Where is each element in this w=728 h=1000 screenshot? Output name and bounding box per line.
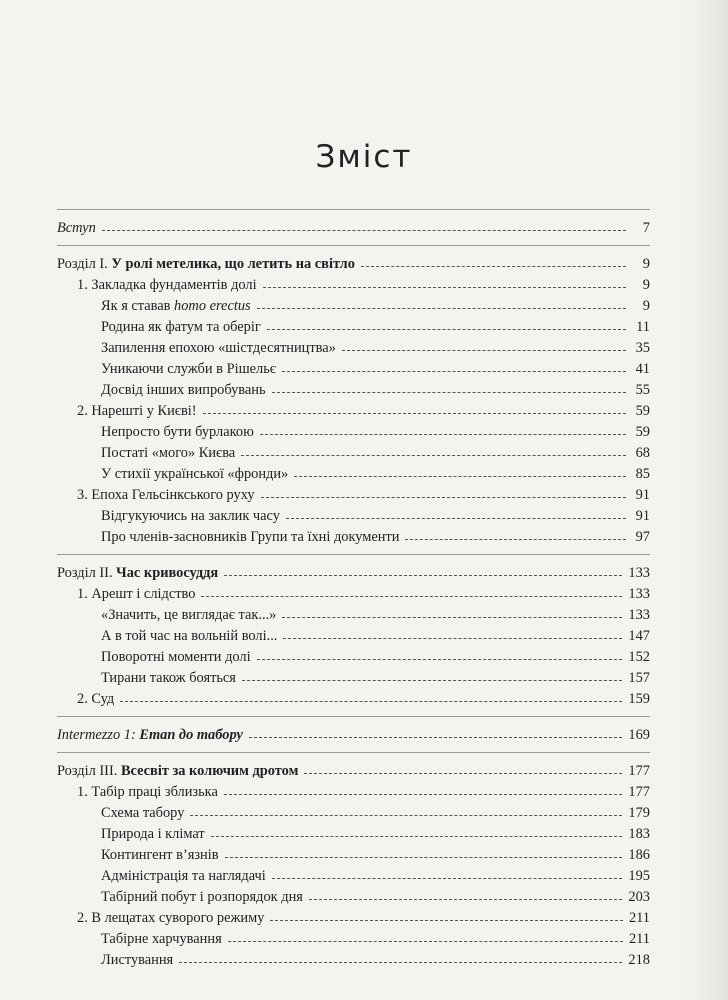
page-number: 152	[628, 649, 650, 665]
toc-subentry[interactable]	[57, 845, 650, 866]
toc-entry-title	[57, 563, 218, 584]
toc-entry-text: Контингент в’язнів	[101, 847, 219, 863]
toc-entry-text: Постаті «мого» Києва	[101, 445, 236, 461]
page-number: 55	[635, 382, 650, 398]
toc-entry-title	[101, 506, 280, 527]
toc-entry-text: 2. В лещатах суворого режиму	[77, 910, 265, 926]
page-number: 203	[628, 889, 650, 905]
page-number: 211	[628, 931, 650, 947]
page-number: 195	[628, 868, 650, 884]
divider-gap	[57, 555, 650, 563]
leader-dots	[282, 366, 626, 372]
toc-entry-title	[101, 359, 276, 380]
toc-entry-text: Уникаючи служби в Рішельє	[101, 361, 276, 377]
toc-entry-title	[57, 254, 355, 275]
toc-section-entry[interactable]	[57, 563, 650, 584]
toc-entry-text: Поворотні моменти долі	[101, 649, 251, 665]
toc-entry-text: Запилення епохою «шістдесятництва»	[101, 340, 336, 356]
toc-entry-title	[77, 689, 114, 710]
toc-chapter-entry[interactable]	[57, 782, 650, 803]
page-number: 133	[628, 565, 650, 581]
leader-dots	[257, 654, 623, 660]
toc-entry-prefix: Розділ III.	[57, 763, 121, 779]
toc-subentry[interactable]	[57, 338, 650, 359]
toc-entry-title	[77, 908, 264, 929]
toc-entry-text: А в той час на вольній волі...	[101, 628, 278, 644]
page-number: 177	[628, 784, 650, 800]
leader-dots	[260, 429, 626, 435]
leader-dots	[361, 261, 626, 267]
toc-subentry[interactable]	[57, 527, 650, 548]
page-number: 41	[635, 361, 650, 377]
page-number: 7	[642, 220, 650, 236]
toc-entry-title	[101, 824, 205, 845]
toc-entry-text: 2. Суд	[77, 691, 115, 707]
toc-section-entry[interactable]	[57, 254, 650, 275]
toc-entry-title	[101, 527, 399, 548]
leader-dots	[263, 282, 626, 288]
toc-subentry[interactable]	[57, 605, 650, 626]
leader-dots	[304, 768, 622, 774]
toc-subentry[interactable]	[57, 803, 650, 824]
page-number: 177	[628, 763, 650, 779]
page-number: 186	[628, 847, 650, 863]
toc-entry-title	[101, 380, 266, 401]
page-number: 68	[635, 445, 650, 461]
leader-dots	[270, 915, 623, 921]
toc-entry-prefix: Розділ II.	[57, 565, 117, 581]
toc-entry-prefix: Як я ставав	[101, 298, 175, 314]
page-number: 159	[628, 691, 650, 707]
toc-entry-text: У ролі метелика, що летить на світло	[111, 256, 355, 272]
toc-entry-text: Тирани також бояться	[101, 670, 236, 686]
toc-entry-text: Адміністрація та наглядачі	[101, 868, 266, 884]
toc-entry-text: 2. Нарешті у Києві!	[77, 403, 197, 419]
toc-subentry[interactable]	[57, 929, 650, 950]
toc-entry-text: Листування	[101, 952, 174, 968]
page-number: 147	[628, 628, 650, 644]
page-number: 183	[628, 826, 650, 842]
page-number: 179	[628, 805, 650, 821]
toc-entry-title	[101, 845, 219, 866]
leader-dots	[120, 696, 622, 702]
toc-subentry[interactable]	[57, 824, 650, 845]
page-number: 9	[642, 298, 650, 314]
toc-entry-title	[101, 605, 276, 626]
toc-subentry[interactable]	[57, 317, 650, 338]
leader-dots	[102, 225, 626, 231]
toc-entry-text: Родина як фатум та оберіг	[101, 319, 261, 335]
page-number: 35	[635, 340, 650, 356]
toc-entry-title	[101, 422, 254, 443]
toc-entry-text: Всесвіт за колючим дротом	[120, 763, 299, 779]
leader-dots	[272, 873, 623, 879]
toc-entry-text: 1. Табір праці зблизька	[77, 784, 218, 800]
page-number: 9	[642, 277, 650, 293]
leader-dots	[228, 936, 623, 942]
toc-subentry[interactable]	[57, 422, 650, 443]
leader-dots	[179, 957, 622, 963]
toc-subentry[interactable]	[57, 506, 650, 527]
toc-subentry[interactable]	[57, 443, 650, 464]
toc-entry-title	[77, 584, 195, 605]
toc-entry-title	[101, 338, 336, 359]
toc-entry-title	[101, 296, 251, 317]
leader-dots	[283, 633, 622, 639]
toc-entry-title	[101, 647, 251, 668]
page-number: 211	[628, 910, 650, 926]
toc-entry-title	[77, 275, 257, 296]
leader-dots	[286, 513, 626, 519]
toc-chapter-entry[interactable]	[57, 401, 650, 422]
toc-entry-title	[57, 725, 243, 746]
toc-entry-title	[101, 626, 277, 647]
toc-entry-title	[77, 485, 255, 506]
page-number: 59	[635, 403, 650, 419]
leader-dots	[224, 570, 622, 576]
leader-dots	[203, 408, 626, 414]
toc-entry-title	[101, 950, 173, 971]
toc-entry-title	[57, 218, 96, 239]
toc-subentry[interactable]	[57, 380, 650, 401]
toc-entry-title	[77, 401, 197, 422]
leader-dots	[267, 324, 626, 330]
toc-entry-title	[101, 803, 184, 824]
page-number: 97	[635, 529, 650, 545]
toc-chapter-entry[interactable]	[57, 485, 650, 506]
leader-dots	[225, 852, 623, 858]
toc-subentry[interactable]	[57, 626, 650, 647]
toc-entry-title	[101, 443, 235, 464]
toc-chapter-entry[interactable]	[57, 584, 650, 605]
toc-entry-title	[57, 761, 298, 782]
toc-entry-text: 1. Арешт і слідство	[77, 586, 196, 602]
toc-entry-text: Табірний побут і розпорядок дня	[101, 889, 303, 905]
toc-entry-title	[101, 866, 266, 887]
toc-entry-text: Відгукуючись на заклик часу	[101, 508, 280, 524]
toc-section-entry[interactable]	[57, 218, 650, 239]
page-number: 85	[635, 466, 650, 482]
toc-entry-text: Досвід інших випробувань	[101, 382, 266, 398]
leader-dots	[282, 612, 622, 618]
toc-entry-text: Час кривосуддя	[116, 565, 219, 581]
leader-dots	[241, 450, 626, 456]
leader-dots	[242, 675, 622, 681]
toc-subentry[interactable]	[57, 464, 650, 485]
toc-chapter-entry[interactable]	[57, 689, 650, 710]
toc-entry-text: Етап до табору	[139, 727, 243, 743]
toc-entry-title	[101, 887, 303, 908]
toc-entry-text: Вступ	[57, 220, 96, 236]
toc-entry-title	[101, 929, 222, 950]
page-number: 157	[628, 670, 650, 686]
page-number: 169	[628, 727, 650, 743]
toc-entry-text: Непросто бути бурлакою	[101, 424, 254, 440]
toc-chapter-entry[interactable]	[57, 275, 650, 296]
page-number: 9	[642, 256, 650, 272]
toc-entry-title	[101, 668, 236, 689]
divider-gap	[57, 717, 650, 725]
toc-entry-prefix: Intermezzo 1:	[57, 727, 140, 743]
leader-dots	[261, 492, 626, 498]
page-number: 11	[636, 319, 650, 335]
table-of-contents	[57, 209, 650, 971]
page-number: 133	[628, 586, 650, 602]
toc-section-entry[interactable]	[57, 761, 650, 782]
leader-dots	[201, 591, 622, 597]
leader-dots	[342, 345, 626, 351]
page-number: 91	[635, 487, 650, 503]
divider-gap	[57, 246, 650, 254]
toc-section-entry[interactable]	[57, 725, 650, 746]
toc-entry-title	[77, 782, 218, 803]
toc-subentry[interactable]	[57, 950, 650, 971]
toc-entry-text: У стихії української «фронди»	[101, 466, 289, 482]
toc-entry-text: 1. Закладка фундаментів долі	[77, 277, 257, 293]
toc-subentry[interactable]	[57, 668, 650, 689]
toc-entry-title	[101, 464, 288, 485]
page-number: 133	[628, 607, 650, 623]
divider-gap	[57, 210, 650, 218]
leader-dots	[309, 894, 622, 900]
leader-dots	[211, 831, 623, 837]
toc-subentry[interactable]	[57, 647, 650, 668]
toc-chapter-entry[interactable]	[57, 908, 650, 929]
toc-entry-text: Табірне харчування	[101, 931, 222, 947]
divider-gap	[57, 753, 650, 761]
toc-entry-prefix: Розділ I.	[57, 256, 112, 272]
toc-entry-text: Природа і клімат	[101, 826, 205, 842]
leader-dots	[294, 471, 626, 477]
toc-subentry[interactable]	[57, 866, 650, 887]
toc-entry-title	[101, 317, 261, 338]
page-number: 91	[635, 508, 650, 524]
page-title: Зміст	[315, 138, 413, 175]
page-number: 218	[628, 952, 650, 968]
toc-subentry[interactable]	[57, 359, 650, 380]
leader-dots	[190, 810, 622, 816]
leader-dots	[405, 534, 626, 540]
toc-entry-text: Схема табору	[101, 805, 185, 821]
toc-entry-text: 3. Епоха Гельсінкського руху	[77, 487, 255, 503]
leader-dots	[272, 387, 626, 393]
toc-subentry[interactable]	[57, 887, 650, 908]
leader-dots	[257, 303, 626, 309]
leader-dots	[224, 789, 623, 795]
leader-dots	[249, 732, 623, 738]
toc-entry-text: «Значить, це виглядає так...»	[101, 607, 277, 623]
toc-entry-text: Про членів-засновників Групи та їхні документи	[101, 529, 400, 545]
toc-entry-text: homo erectus	[174, 298, 251, 314]
page-number: 59	[635, 424, 650, 440]
toc-subentry[interactable]	[57, 296, 650, 317]
